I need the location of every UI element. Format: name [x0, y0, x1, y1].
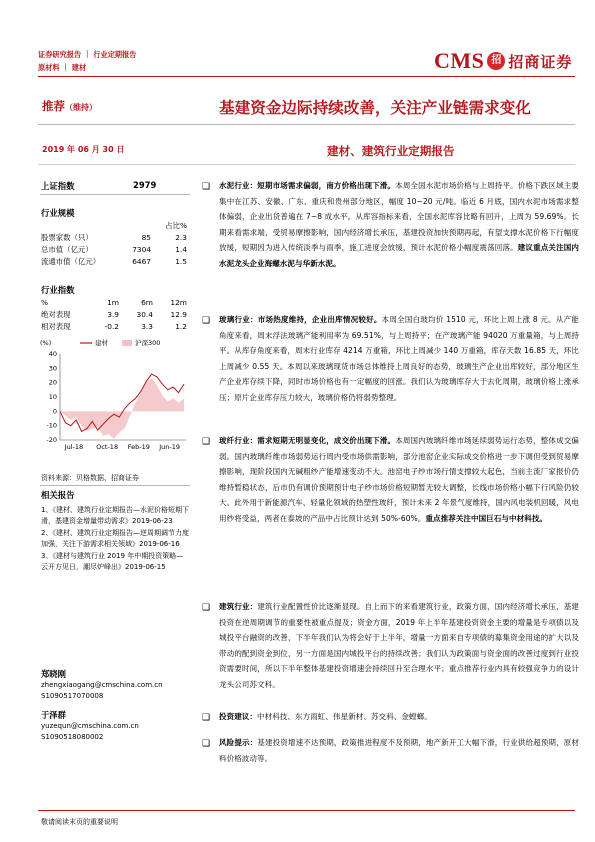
- section-cement: [219, 178, 579, 272]
- perf-val: 30.4: [136, 310, 153, 319]
- section-head: 建筑行业：: [219, 602, 258, 611]
- section-tail: 重点推荐关注中国巨石与中材科技。: [425, 513, 548, 523]
- scale-row-v2: 1.5: [175, 257, 187, 266]
- section-body: 建筑行业配置性价比逐渐显现。自上而下的来看建筑行业，政策方面，国内经济增长承压，基建投资在逆周期调节的重要性被重点提及；资金方面，2019 年上半年基建投资资金主要的增量是专项债以及城投平台融资的改善，下半年我们认为将会好于上半年，增量一方面来自专项债的募集资金用途的扩大以及带动的配到资金到位，另一方面是国内城投平台的持续改善；我们认为政策面与资金面的改善过度到行业投资需要时间，所以下半年整体基建投资增速会持续回升至合理水平；重点推荐行业内具有较强竞争力的设计龙头公司苏文科。: [219, 602, 580, 689]
- analyst-email[interactable]: zhengxiaogang@cmschina.com.cn: [41, 681, 163, 689]
- scale-row-v2: 1.4: [175, 245, 187, 254]
- section-head: 玻璃行业：市场热度维持，企业出库情况较好。: [219, 315, 382, 324]
- perf-table: [41, 297, 187, 333]
- scale-row-v1: 7304: [132, 245, 151, 254]
- table-row: [41, 321, 187, 333]
- logo-cn-text: 招商证券: [508, 52, 573, 71]
- legend-label: 沪深300: [135, 339, 161, 347]
- y-tick-label: 40: [48, 350, 57, 358]
- rating-sub: （维持）: [65, 103, 97, 112]
- bullet-icon: ❑: [202, 603, 211, 613]
- section-head: 水泥行业：短期市场需求偏弱，南方价格出现下滑。: [219, 181, 396, 190]
- perf-val: 12.9: [170, 310, 187, 319]
- chart-source: 资料来源：贝格数据、招商证券: [41, 474, 139, 482]
- analyst-name: 于泽群: [41, 710, 66, 720]
- industry-label: 原材料 ｜ 建材: [38, 63, 87, 72]
- analyst-email[interactable]: yuzequn@cmschina.com.cn: [41, 722, 139, 730]
- risk-warning: [219, 735, 579, 766]
- date-divider: [38, 164, 575, 165]
- investment-advice: [219, 709, 579, 725]
- scale-row-v2: 2.3: [175, 233, 187, 242]
- footer-note: 敬请阅读末页的重要说明: [41, 818, 118, 826]
- industry-index-chart: [38, 336, 190, 454]
- scale-row-name: 流通市值（亿元）: [41, 257, 101, 266]
- y-tick-label: 10: [48, 393, 57, 401]
- index-value: 2979: [133, 180, 157, 190]
- bullet-icon: ❑: [202, 739, 211, 749]
- bullet-icon: ❑: [202, 316, 211, 326]
- risk-text: 基建投资增速不达预期，政策推进程度不及预期，地产新开工大幅下滑，行业供给超预期，原材料价格波动等。: [219, 738, 580, 763]
- x-tick-label: Jul-18: [64, 443, 84, 451]
- table-row: [41, 309, 187, 321]
- perf-val: 1.2: [175, 322, 187, 331]
- section-tail: 建议重点关注国内水泥龙头企业海螺水泥与华新水泥。: [219, 243, 579, 268]
- advice-text: 中材科技、东方雨虹、伟星新材、苏交科、金螳螂。: [257, 712, 432, 721]
- rating-label: 推荐: [42, 99, 65, 113]
- scale-table: [41, 220, 187, 268]
- section-body: 本周全国白玻均价 1510 元，环比上周上涨 8 元。从产能角度来看，周末浮法玻璃产能利用率为 69.51%，与上周持平；在产玻璃产能 94020 万重量箱，与上周持平。从库存角度来看，周末行业库存 4214 万重箱，环比上周减少 140 万重箱，库存天数 16.85 天，环比上周减少 0.55 天。本周以来玻璃现货市场总体维持上周良好的态势，玻璃生产企业出库较好，部分地区生产企业库存续下降，同时市场价格也有一定幅度的回涨。我们认为玻璃库存大于去化周期，玻璃价格上涨承压；原片企业库存压力较大，玻璃价格仍将弱势整理。: [219, 315, 579, 402]
- scale-row-name: 总市值（亿元）: [41, 245, 93, 254]
- header-divider: [38, 76, 575, 77]
- bullet-icon: ❑: [202, 182, 211, 192]
- related-title: 相关报告: [41, 490, 75, 500]
- analyst-name: 郑晓刚: [41, 669, 66, 679]
- x-tick-label: Oct-18: [96, 443, 119, 451]
- related-list: [41, 505, 189, 573]
- y-tick-label: 30: [48, 364, 57, 373]
- y-tick-label: 0: [52, 407, 57, 416]
- y-tick-label: -10: [46, 421, 57, 430]
- perf-val: 3.3: [141, 322, 153, 331]
- x-tick-label: Feb-19: [127, 443, 150, 451]
- legend-swatch-hs300: [122, 340, 132, 346]
- source-divider: [40, 485, 190, 486]
- legend-label: 建材: [95, 339, 108, 347]
- rating-block: [42, 98, 97, 114]
- index-label: 上证指数: [41, 181, 75, 191]
- footer-divider: [38, 810, 575, 811]
- perf-header: 1m: [107, 298, 119, 307]
- analyst-block: [41, 668, 189, 743]
- logo-mark-icon: 招: [487, 52, 505, 70]
- report-date: 2019 年 06 月 30 日: [42, 145, 125, 154]
- section-construction: [219, 599, 579, 693]
- title-divider: [38, 124, 575, 125]
- report-subtitle: 建材、建筑行业定期报告: [327, 144, 455, 158]
- logo-cms-text: CMS: [434, 48, 485, 73]
- risk-label: 风险提示：: [219, 738, 258, 747]
- section-glass: [219, 312, 579, 406]
- advice-label: 投资建议：: [219, 712, 257, 721]
- perf-val: -0.2: [104, 322, 119, 331]
- scale-row-v1: 6467: [132, 257, 151, 266]
- bullet-icon: ❑: [202, 713, 211, 723]
- scale-row-v1: 85: [141, 233, 151, 242]
- index-divider: [40, 194, 190, 195]
- analyst-cert: S1090517070008: [41, 692, 104, 700]
- related-report-link[interactable]: 3、《建材与建筑行业 2019 年中期投资策略—云开方见日，潮尽炉峰出》2019-06-15: [41, 552, 184, 571]
- x-tick-label: Jun-19: [159, 443, 181, 451]
- table-row: [41, 244, 187, 256]
- analyst-cert: S1090518080002: [41, 733, 104, 741]
- section-body: 本周国内玻璃纤维市场延续弱势运行态势，整体成交偏弱。国内玻璃纤维市场弱势运行周内受市场供需影响，部分池窑企业实际成交价格进一步下调但受到贸易摩擦影响，现阶段国内无碱粗纱产能增速变动不大。池窑电子纱市场行情支撑较大起色，当前主流厂家报价仍维持暂稳状态，后市仍有调价预期预计电子纱市场价格短期暂无较大调整，长线市场价格小幅下行风险仍较大。此外用于新能源汽车、轻量化领域的热塑性玻纤，预计未来 2 年景气度维持，国内风电装机回暖，风电用纱将受益，两者在泰坡的产品中占比预计达到 50%-60%。: [219, 436, 579, 523]
- perf-val: 3.9: [107, 310, 119, 319]
- section-fiberglass: [219, 433, 579, 527]
- perf-title: 行业指数: [41, 285, 75, 295]
- perf-header: %: [41, 298, 49, 307]
- y-tick-label: 20: [48, 378, 57, 387]
- scale-title: 行业规模: [41, 208, 75, 218]
- section-body: 本周全国水泥市场价格与上周持平。价格下跌区域主要集中在江苏、安徽、广东、重庆和贵州部分地区，幅度 10~20 元/吨。临近 6 月底，国内水泥市场需求整体偏弱，企业出货普遍在 7~8 成水平。从库容指标来看，全国水泥库容比略有回升，上周为 59.69%。长期来看需求端，受贸易摩擦影响，国内经济增长承压，基建投资加快预期再起，有望支撑水泥价格下行幅度放缓，短期因为进入传统淡季与雨季，施工进度会放缓，预计水泥价格小幅度震荡回落。: [219, 181, 579, 253]
- perf-row-name: 绝对表现: [41, 310, 71, 319]
- table-row: [41, 256, 187, 268]
- chart-unit: (%): [40, 339, 52, 347]
- perf-header: 6m: [141, 298, 153, 307]
- scale-col-header: 占比%: [165, 221, 187, 230]
- y-tick-label: -20: [46, 436, 57, 444]
- bullet-icon: ❑: [202, 437, 211, 447]
- scale-row-name: 股票家数（只）: [41, 233, 93, 242]
- section-head: 玻纤行业：需求短期无明显变化，成交价出现下滑。: [219, 436, 396, 445]
- perf-row-name: 相对表现: [41, 322, 71, 331]
- table-row: [41, 232, 187, 244]
- page-title: 基建资金边际持续改善，关注产业链需求变化: [219, 99, 531, 117]
- company-logo: [434, 48, 572, 74]
- perf-header: 12m: [170, 298, 187, 307]
- report-type-label: 证券研究报告 ｜ 行业定期报告: [38, 50, 137, 59]
- related-report-link[interactable]: 1、《建材、建筑行业定期报告—水泥价格短期下滑，基建资金增量带动需求》2019-06-23: [41, 506, 189, 525]
- related-report-link[interactable]: 2、《建材、建筑行业定期报告—逆周期调节力度加强，关注下游需求相关领域》2019-06-16: [41, 529, 189, 548]
